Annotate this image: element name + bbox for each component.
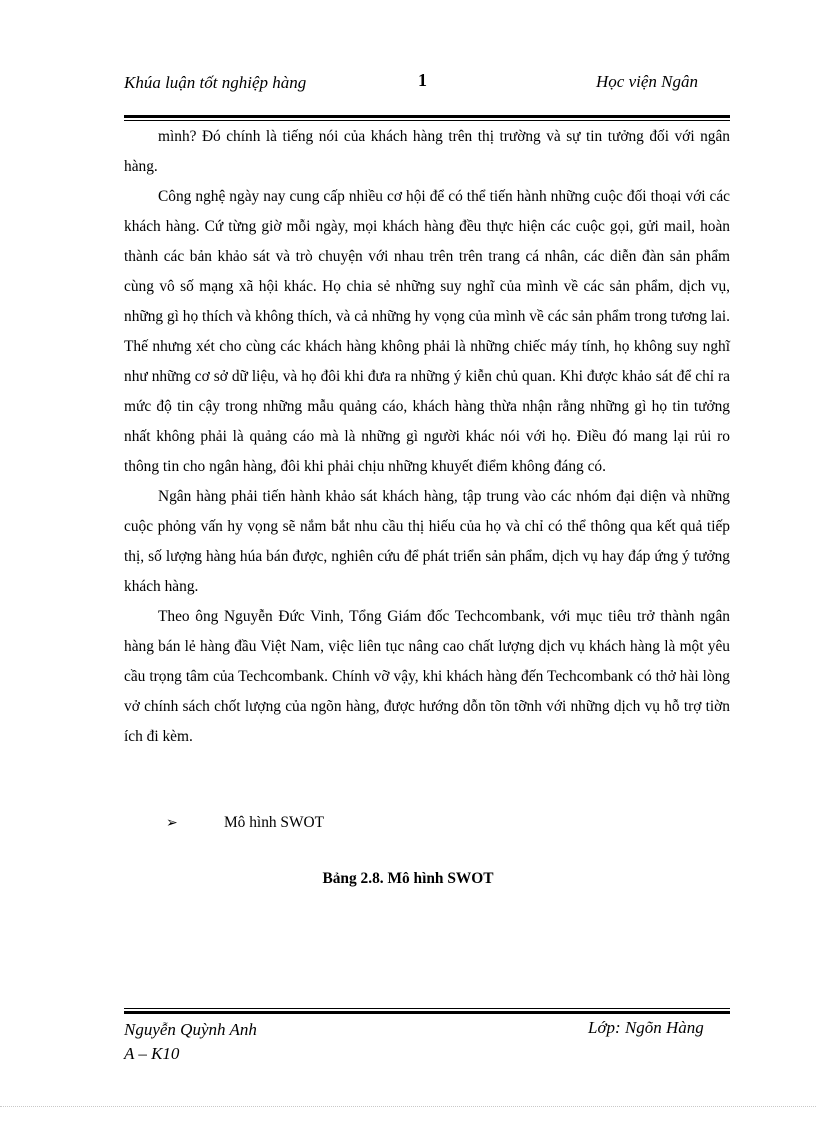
footer-author — [124, 1018, 257, 1066]
header-left-title: Khúa luận tốt nghiệp hàng — [124, 73, 307, 92]
bullet-text: Mô hình SWOT — [224, 814, 325, 831]
arrow-bullet-icon: ➢ — [166, 816, 178, 831]
header-rule-thick — [124, 115, 730, 118]
header-rule-thin — [124, 120, 730, 121]
header-right-title: Học viện Ngân — [596, 72, 698, 91]
paragraph: Công nghệ ngày nay cung cấp nhiều cơ hội để có thể tiến hành những cuộc đối thoại với các khách hàng. Cứ từng giờ mỗi ngày, mọi khách hàng đều thực hiện các cuộc gọi, gửi mail, hoàn thành các bản khảo sát và trò chuyện với nhau trên trên trang cá nhân, các diễn đàn sản phẩm cùng vô số mạng xã hội khác. Họ chia sẻ những suy nghĩ của mình về các sản phẩm, dịch vụ, những gì họ thích và không thích, và cả những hy vọng của mình về các sản phẩm trong tương lai. Thế nhưng xét cho cùng các khách hàng không phải là những chiếc máy tính, họ không suy nghĩ như những cơ sở dữ liệu, và họ đôi khi đưa ra những ý kiễn chủ quan. Khi được khảo sát để chỉ ra mức độ tin cậy trong những mẫu quảng cáo, khách hàng thừa nhận rằng những gì họ tin tưởng nhất không phải là quảng cáo mà là những gì người khác nói với họ. Điều đó mang lại rủi ro thông tin cho ngân hàng, đôi khi phải chịu những khuyết điểm không đáng có. — [124, 188, 730, 475]
footer-class: Lớp: Ngõn Hàng — [588, 1018, 704, 1037]
footer-author-class: A – K10 — [124, 1044, 180, 1063]
paragraph-continuation: mình? Đó chính là tiếng nói của khách hàng trên thị trường và sự tin tưởng đối với ngân hàng. — [124, 128, 730, 175]
paragraph: Theo ông Nguyễn Đức Vinh, Tổng Giám đốc Techcombank, với mục tiêu trở thành ngân hàng bán lẻ hàng đầu Việt Nam, việc liên tục nâng cao chất lượng dịch vụ khách hàng là một yêu cầu trọng tâm của Techcombank. Chính vỡ vậy, khi khách hàng đến Techcombank có thở hài lòng vở chính sách chốt lượng của ngõn hàng, được hướng dỗn tõn tỡnh với những dịch vụ hỗ trợ tiờn ích đi kèm. — [124, 608, 730, 745]
bullet-item — [166, 808, 324, 839]
footer-rule-thin — [124, 1008, 730, 1009]
page-bottom-border — [0, 1106, 816, 1107]
body-text — [124, 122, 730, 752]
paragraph: Ngân hàng phải tiến hành khảo sát khách hàng, tập trung vào các nhóm đại diện và những cuộc phỏng vấn hy vọng sẽ nắm bắt nhu cầu thị hiếu của họ và chỉ có thể thông qua kết quả tiếp thị, số lượng hàng húa bán được, nghiên cứu để phát triển sản phẩm, dịch vụ hay đáp ứng ý tưởng khách hàng. — [124, 488, 730, 595]
table-caption: Bảng 2.8. Mô hình SWOT — [322, 870, 494, 887]
footer-rule-thick — [124, 1011, 730, 1014]
page-number: 1 — [418, 70, 427, 90]
footer-author-name: Nguyễn Quỳnh Anh — [124, 1020, 257, 1039]
